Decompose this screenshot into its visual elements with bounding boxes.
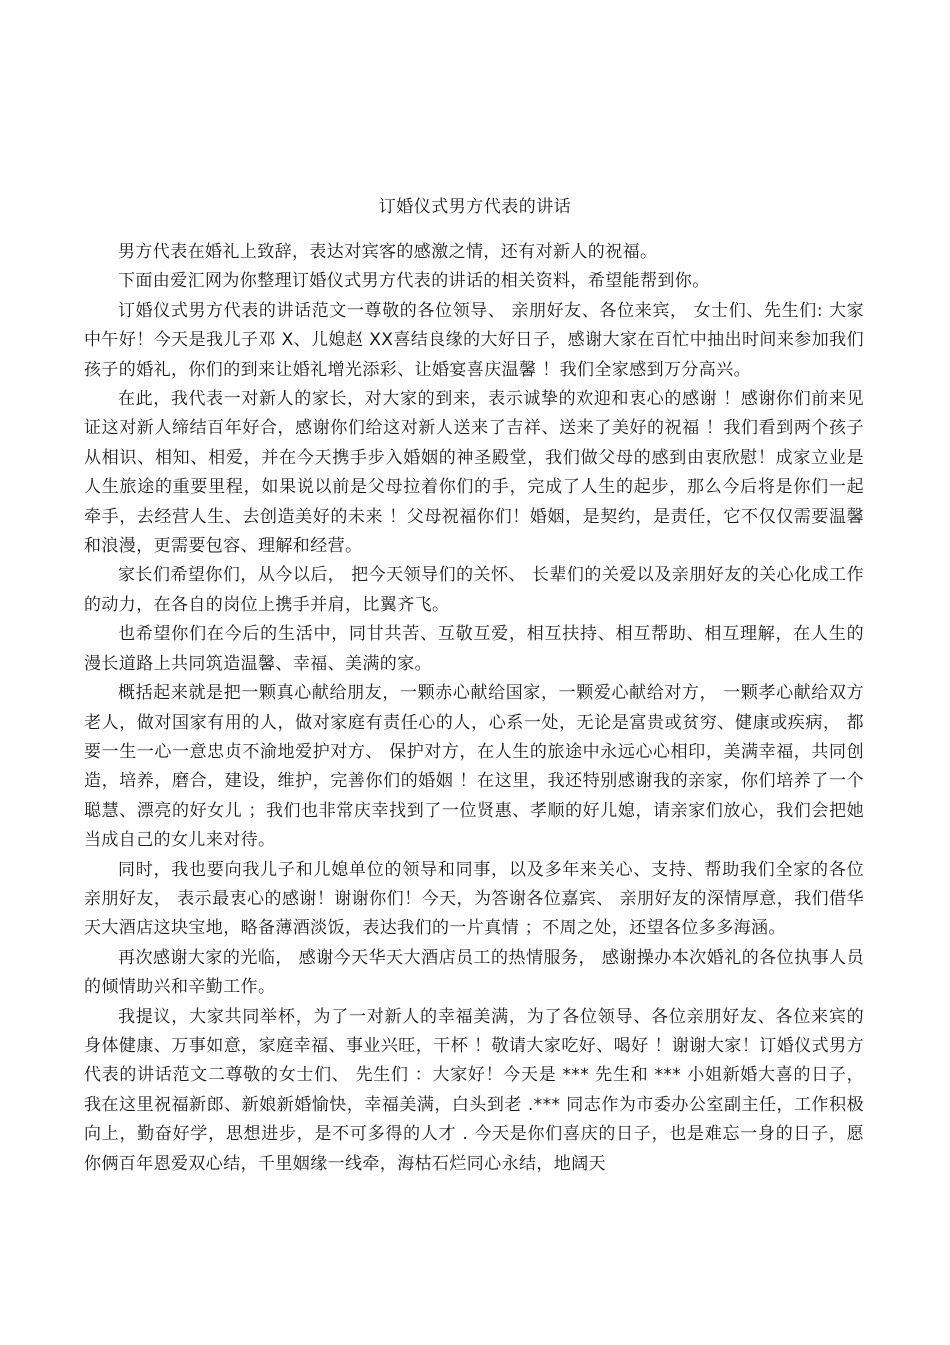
paragraph-welcome-thanks: 在此，我代表一对新人的家长，对大家的到来，表示诚挚的欢迎和衷心的感谢 ！感谢你们前来见证这对新人缔结百年好合，感谢你们给这对新人送来了吉祥、送来了美好的祝福 ！我们看到两个孩子从相识、相知、相爱，并在今天携手步入婚姻的神圣殿堂，我们做父母的感到由衷欣慰！成家立业是人生旅途的重要里程，如果说以前是父母拉着你们的手，完成了人生的起步，那么今后将是你们一起牵手，去经营人生、去创造美好的未来 ！父母祝福你们！婚姻，是契约，是责任，它不仅仅需要温馨和浪漫，更需要包容、理解和经营。 [84,389,864,557]
document-title: 订婚仪式男方代表的讲话 [378,197,572,217]
paragraph-speech-one-opening: 订婚仪式男方代表的讲话范文一尊敬的各位领导、 亲朋好友、各位来宾， 女士们、先生们: 大家中午好！今天是我儿子邓 X、儿媳赵 XX喜结良缘的大好日子，感谢大家在百忙中抽出时间来参加我们孩子的婚礼，你们的到来让婚礼增光添彩、让婚宴喜庆温馨 ！我们全家感到万分高兴。 [84,300,864,380]
paragraph-toast-and-speech-two: 我提议，大家共同举杯，为了一对新人的幸福美满，为了各位领导、各位亲朋好友、各位来宾的身体健康、万事如意，家庭幸福、事业兴旺，干杯 ！敬请大家吃好、喝好 ！谢谢大家！订婚仪式男方代表的讲话范文二尊敬的女士们、 先生们 ：大家好！今天是 *** 先生和 *** 小姐新婚大喜的日子，我在这里祝福新郎、新娘新婚愉快，幸福美满，白头到老 .*** 同志作为市委办公室副主任，工作积极向上，勤奋好学，思想进步，是不可多得的人才 . 今天是你们喜庆的日子，也是难忘一身的日子，愿你俩百年恩爱双心结，千里姻缘一线牵，海枯石烂同心永结，地阔天 [84,1006,864,1174]
paragraph-closing-thanks: 再次感谢大家的光临， 感谢今天华天大酒店员工的热情服务， 感谢操办本次婚礼的各位执事人员的倾情助兴和辛勤工作。 [84,947,864,998]
paragraph-life-wishes: 也希望你们在今后的生活中，同甘共苦、互敬互爱，相互扶持、相互帮助、相互理解，在人生的漫长道路上共同筑造温馨、幸福、美满的家。 [84,624,864,674]
paragraph-intro: 男方代表在婚礼上致辞，表达对宾客的感激之情，还有对新人的祝福。 [118,242,658,262]
paragraph-parents-hope: 家长们希望你们，从今以后， 把今天领导们的关怀、 长辈们的关爱以及亲朋好友的关心化成工作的动力，在各自的岗位上携手并肩，比翼齐飞。 [84,565,864,615]
paragraph-colleague-thanks: 同时，我也要向我儿子和儿媳单位的领导和同事，以及多年来关心、支持、帮助我们全家的各位亲朋好友， 表示最衷心的感谢！谢谢你们！今天，为答谢各位嘉宾、 亲朋好友的深情厚意，我们借华天大酒店这块宝地，略备薄酒淡饭，表达我们的一片真情 ；不周之处，还望各位多多海涵。 [84,859,864,939]
paragraph-source-note: 下面由爱汇网为你整理订婚仪式男方代表的讲话的相关资料，希望能帮到你。 [118,271,710,292]
document-body [84,238,864,1179]
paragraph-summary: 概括起来就是把一颗真心献给朋友，一颗赤心献给国家，一颗爱心献给对方， 一颗孝心献给双方老人，做对国家有用的人，做对家庭有责任心的人，心系一处，无论是富贵或贫穷、健康或疾病， 都要一生一心一意忠贞不渝地爱护对方、 保护对方，在人生的旅途中永远心心相印，美满幸福，共同创造，培养，磨合，建设，维护，完善你们的婚姻 ！在这里，我还特别感谢我的亲家，你们培养了一个聪慧、漂亮的好女儿 ；我们也非常庆幸找到了一位贤惠、孝顺的好儿媳，请亲家们放心，我们会把她当成自己的女儿来对待。 [84,683,864,851]
